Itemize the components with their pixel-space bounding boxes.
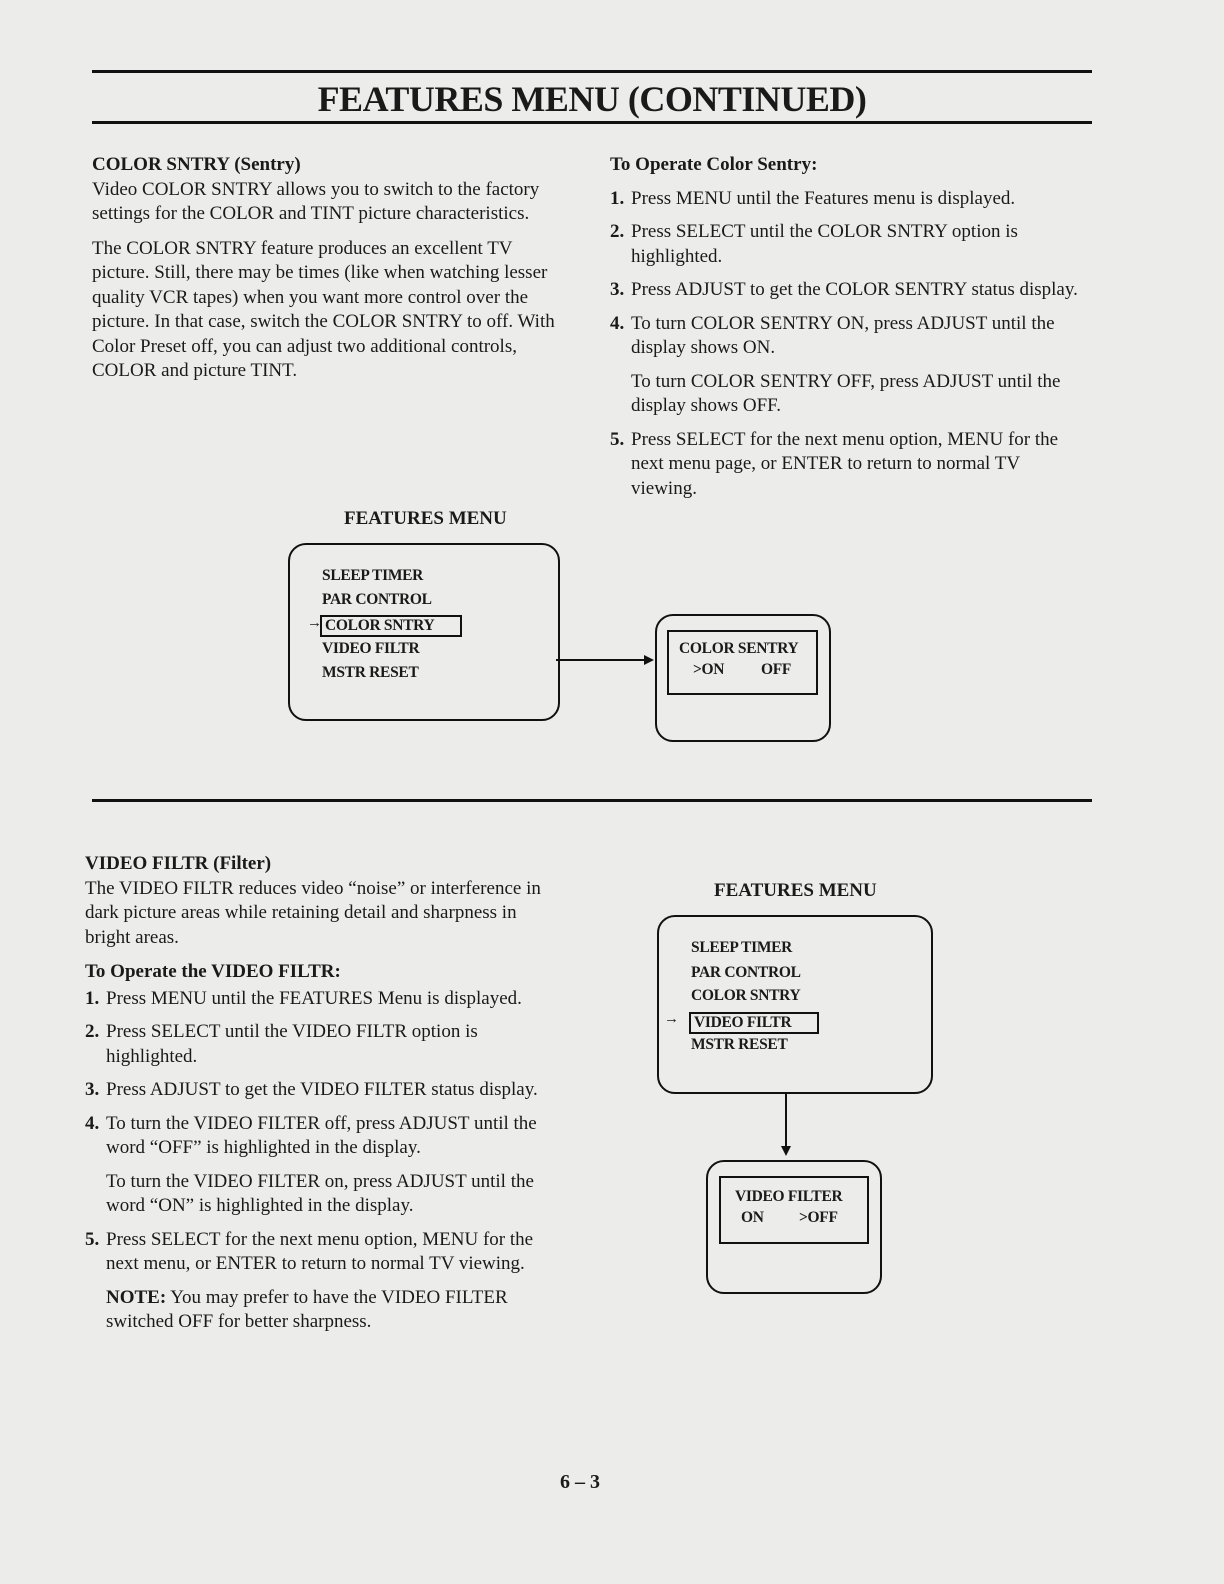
step-number: 4. [610, 312, 625, 334]
page-number: 6 – 3 [560, 1471, 600, 1493]
status-title: VIDEO FILTER [735, 1188, 843, 1205]
color-sentry-para1: Video COLOR SNTRY allows you to switch to the factory settings for the COLOR and TINT picture characteristics. [92, 178, 540, 224]
menu-item-par-control: PAR CONTROL [691, 964, 801, 981]
menu-item-sleep-timer: SLEEP TIMER [691, 939, 793, 956]
video-filter-operate-heading: To Operate the VIDEO FILTR: [85, 961, 341, 982]
section-divider [92, 799, 1092, 802]
step-number: 5. [610, 428, 625, 450]
step-item [85, 1112, 565, 1219]
menu-item-video-filtr-selected: VIDEO FILTR [689, 1012, 819, 1034]
step-text: Press SELECT until the COLOR SNTRY option is highlighted. [631, 221, 1018, 267]
note [106, 1286, 565, 1335]
menu-item-par-control: PAR CONTROL [322, 591, 432, 608]
step-text: Press ADJUST to get the VIDEO FILTER status display. [106, 1079, 538, 1100]
color-sentry-para2: The COLOR SNTRY feature produces an excellent TV picture. Still, there may be times (like when watching lesser quality VCR tapes) when you want more control over the picture. In that case, switch the COLOR SNTRY to off. With Color Preset off, you can adjust two additional controls, COLOR and picture TINT. [92, 237, 555, 381]
video-filter-heading: VIDEO FILTR (Filter) [85, 853, 272, 874]
status-on-option: ON [741, 1209, 764, 1226]
step-subtext: To turn COLOR SENTRY OFF, press ADJUST until the display shows OFF. [631, 370, 1061, 416]
step-item [85, 1228, 565, 1335]
features-menu-diagram-title: FEATURES MENU [344, 508, 507, 529]
step-text: Press MENU until the Features menu is displayed. [631, 187, 1016, 209]
video-filter-para1: The VIDEO FILTR reduces video “noise” or interference in dark picture areas while retaining detail and sharpness in bright areas. [85, 877, 541, 948]
page-title: FEATURES MENU (CONTINUED) [317, 79, 867, 119]
note-text: You may prefer to have the VIDEO FILTER switched OFF for better sharpness. [106, 1286, 508, 1332]
step-subtext: To turn the VIDEO FILTER on, press ADJUST until the word “ON” is highlighted in the display. [106, 1170, 534, 1216]
step-number: 5. [85, 1228, 100, 1250]
step-text: Press SELECT until the VIDEO FILTR option is highlighted. [106, 1021, 478, 1067]
step-text: Press ADJUST to get the COLOR SENTRY status display. [631, 279, 1078, 300]
step-item [85, 1078, 565, 1103]
video-filter-steps [85, 987, 565, 1335]
connector-arrowhead-icon [781, 1146, 791, 1156]
menu-item-mstr-reset: MSTR RESET [691, 1036, 788, 1053]
step-number: 2. [85, 1021, 100, 1042]
status-on-option: >ON [693, 661, 725, 678]
color-sentry-heading: COLOR SNTRY (Sentry) [92, 154, 301, 175]
status-off-option: OFF [761, 661, 792, 678]
step-number: 4. [85, 1112, 100, 1134]
video-filter-status-display [719, 1176, 869, 1244]
menu-item-color-sntry: COLOR SNTRY [691, 987, 801, 1004]
step-number: 3. [85, 1079, 100, 1100]
status-title: COLOR SENTRY [679, 640, 799, 657]
step-item [85, 1020, 565, 1069]
menu-item-mstr-reset: MSTR RESET [322, 664, 419, 681]
step-text: To turn COLOR SENTRY ON, press ADJUST until the display shows ON. [631, 312, 1055, 358]
step-number: 3. [610, 279, 625, 300]
video-filter-section [85, 852, 565, 1344]
step-text: To turn the VIDEO FILTER off, press ADJUST until the word “OFF” is highlighted in the display. [106, 1112, 537, 1158]
menu-item-video-filtr: VIDEO FILTR [322, 640, 420, 657]
pointer-arrow-icon: → [307, 615, 322, 631]
step-number: 2. [610, 221, 625, 242]
pointer-arrow-icon: → [664, 1011, 679, 1027]
step-text: Press SELECT for the next menu option, MENU for the next menu page, or ENTER to return to normal TV viewing. [631, 428, 1059, 499]
status-off-option: >OFF [799, 1209, 838, 1226]
step-number: 1. [85, 987, 100, 1009]
step-item [85, 987, 565, 1012]
features-menu-diagram-title: FEATURES MENU [714, 880, 877, 901]
note-label: NOTE: [106, 1286, 167, 1308]
features-menu-box [657, 915, 933, 1094]
step-text: Press SELECT for the next menu option, MENU for the next menu, or ENTER to return to normal TV viewing. [106, 1228, 534, 1274]
menu-item-sleep-timer: SLEEP TIMER [322, 567, 424, 584]
step-text: Press MENU until the FEATURES Menu is displayed. [106, 987, 522, 1009]
step-number: 1. [610, 187, 625, 209]
connector-arrowhead-icon [644, 655, 654, 665]
color-sentry-operate-heading: To Operate Color Sentry: [610, 154, 818, 175]
menu-item-color-sntry-selected: COLOR SNTRY [320, 615, 462, 637]
